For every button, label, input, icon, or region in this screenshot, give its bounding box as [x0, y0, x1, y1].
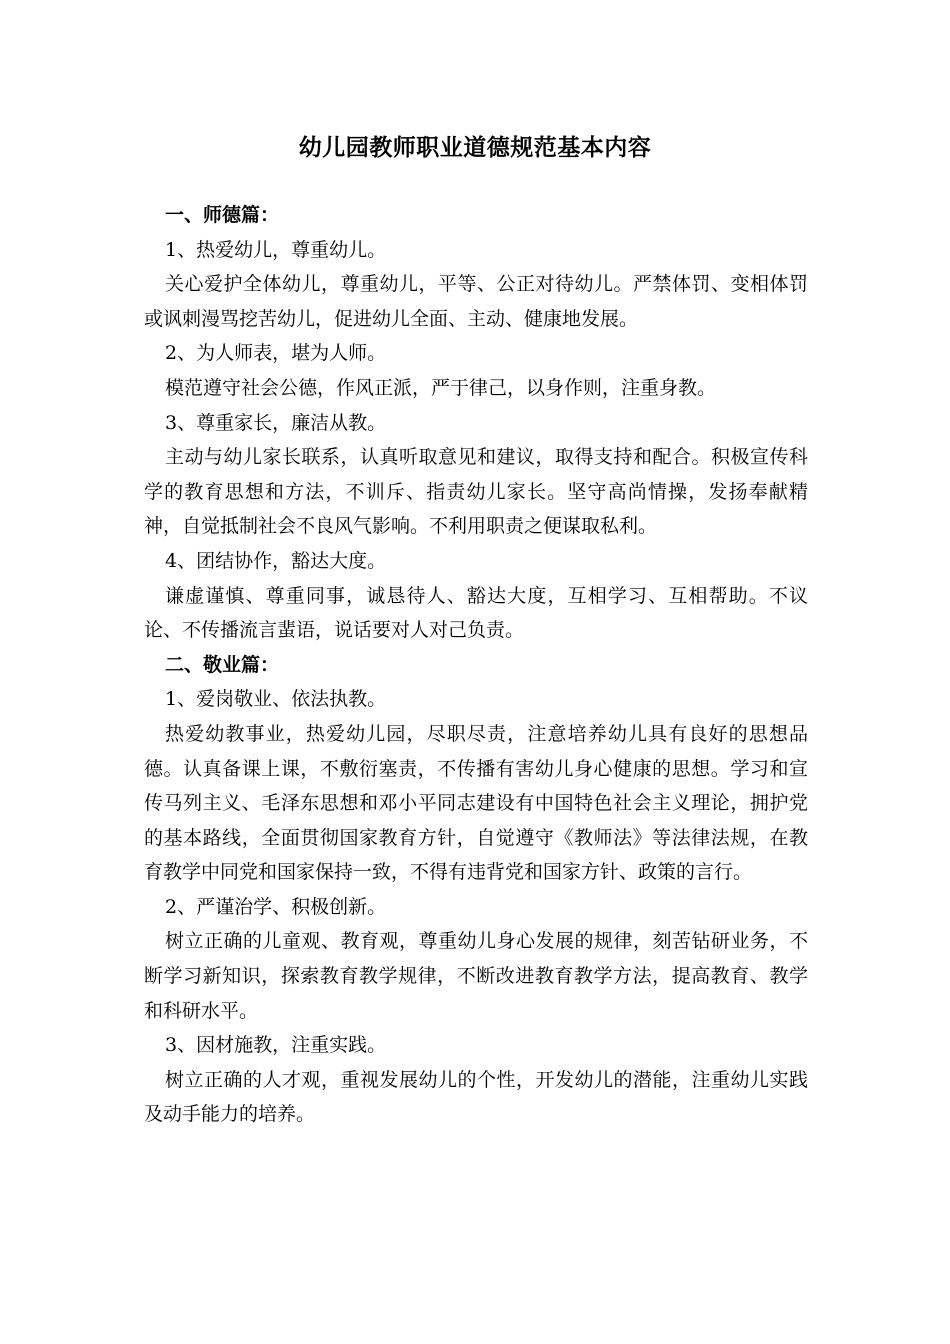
document-title: 幼儿园教师职业道德规范基本内容	[298, 134, 652, 161]
body-paragraph: 谦虚谨慎、尊重同事，诚恳待人、豁达大度，互相学习、互相帮助。不议论、不传播流言蜚语，说话要对人对己负责。	[144, 584, 808, 642]
section-heading-dedication: 二、敬业篇：	[165, 653, 280, 676]
document-body	[144, 198, 808, 1132]
item-heading: 3、尊重家长，廉洁从教。	[165, 411, 387, 434]
body-paragraph: 主动与幼儿家长联系，认真听取意见和建议，取得支持和配合。积极宣传科学的教育思想和方法，不训斥、指责幼儿家长。坚守高尚情操，发扬奉献精神，自觉抵制社会不良风气影响。不利用职责之便谋取私利。	[144, 446, 808, 538]
item-heading: 2、为人师表，堪为人师。	[165, 342, 387, 365]
body-paragraph: 热爱幼教事业，热爱幼儿园，尽职尽责，注意培养幼儿具有良好的思想品德。认真备课上课，不敷衍塞责，不传播有害幼儿身心健康的思想。学习和宣传马列主义、毛泽东思想和邓小平同志建设有中国特色社会主义理论，拥护党的基本路线，全面贯彻国家教育方针，自觉遵守《教师法》等法律法规，在教育教学中同党和国家保持一致，不得有违背党和国家方针、政策的言行。	[144, 722, 808, 884]
item-heading: 1、爱岗敬业、依法执教。	[165, 688, 387, 711]
section-heading-ethics: 一、师德篇：	[165, 204, 280, 226]
item-heading: 3、因材施教，注重实践。	[165, 1034, 387, 1057]
item-heading: 1、热爱幼儿，尊重幼儿。	[165, 238, 387, 261]
body-paragraph: 树立正确的儿童观、教育观，尊重幼儿身心发展的规律，刻苦钻研业务，不断学习新知识，探索教育教学规律，不断改进教育教学方法，提高教育、教学和科研水平。	[144, 930, 808, 1022]
item-heading: 2、严谨治学、积极创新。	[165, 895, 387, 918]
body-paragraph: 树立正确的人才观，重视发展幼儿的个性，开发幼儿的潜能，注重幼儿实践及动手能力的培养。	[144, 1068, 808, 1126]
body-paragraph: 关心爱护全体幼儿，尊重幼儿，平等、公正对待幼儿。严禁体罚、变相体罚或讽刺漫骂挖苦幼儿，促进幼儿全面、主动、健康地发展。	[144, 273, 808, 330]
item-heading: 4、团结协作，豁达大度。	[165, 549, 387, 572]
body-paragraph: 模范遵守社会公德，作风正派，严于律己，以身作则，注重身教。	[165, 376, 717, 399]
